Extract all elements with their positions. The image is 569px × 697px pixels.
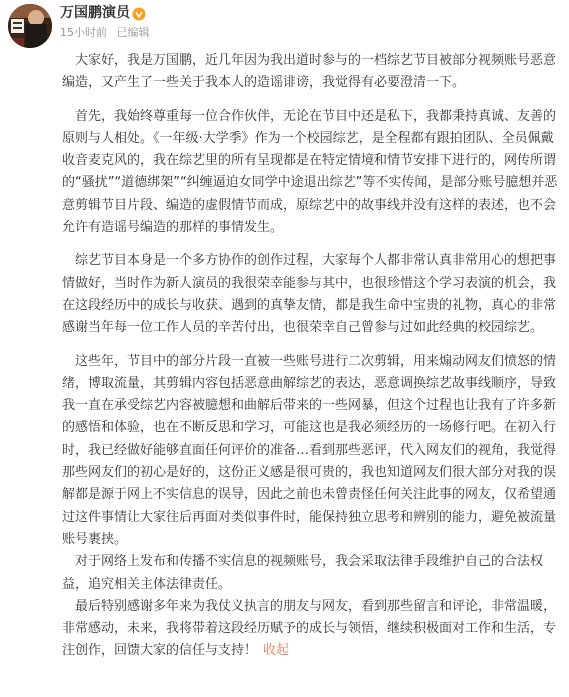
post-paragraph: 对于网络上发布和传播不实信息的视频账号，我会采取法律手段维护自己的合法权益，追究相关主体法律责任。 <box>62 554 544 592</box>
paragraph-spacer <box>62 340 562 351</box>
post-paragraph: 这些年，节目中的部分片段一直被一些账号进行二次剪辑，用来煽动网友们愤怒的情绪，博取流量，其剪辑内容包括恶意曲解综艺的表达，恶意调换综艺故事线顺序，导致我一直在承受综艺内容被臆想和曲解后带来的一些网暴，但这个过程也让我有了许多新的感悟和体验，也在不断反思和学习，可能这也是我必须经历的一场修行吧。在初入行时，我已经做好能够直面任何评价的准备…看到那些恶评，代入网友们的视角，我觉得那些网友们的初心是好的，这份正义感是很可贵的，我也知道网友们很大部分对我的误解都是源于网上不实信息的误导，因此之前也未曾责怪任何关注此事的网友，仅希望通过这件事情让大家往后再面对类似事件时，能保持独立思考和辨别的能力，避免被流量账号裹挟。 <box>62 353 557 547</box>
edited-status[interactable]: 已编辑 <box>116 26 150 39</box>
paragraph-spacer <box>62 95 562 106</box>
post-body <box>62 50 562 663</box>
post-header <box>0 0 569 48</box>
post-time[interactable]: 15小时前 <box>60 26 107 39</box>
author-name[interactable]: 万国鹏演员 <box>60 5 130 21</box>
post-paragraph-text: 最后特别感谢多年来为我仗义执言的朋友与网友，看到那些留言和评论，非常温暖，非常感动，未来，我将带着这段经历赋予的成长与领悟，继续积极面对工作和生活，专注创作，回馈大家的信任与支持！ <box>62 598 557 659</box>
post-paragraph: 大家好，我是万国鹏，近几年因为我出道时参与的一档综艺节目被部分视频账号恶意编造，又产生了一些关于我本人的造谣诽谤，我觉得有必要澄清一下。 <box>62 53 557 91</box>
post-meta <box>60 26 150 40</box>
collapse-button[interactable]: 收起 <box>263 643 290 659</box>
paragraph-spacer <box>62 239 562 250</box>
post-paragraph: 综艺节目本身是一个多方协作的创作过程，大家每个人都非常认真非常用心的想把事情做好，当时作为新人演员的我很荣幸能参与其中，也很珍惜这个学习表演的机会，我在这段经历中的成长与收获、遇到的真挚友情，都是我生命中宝贵的礼物，真心的非常感谢当年每一位工作人员的辛苦付出，也很荣幸自己曾参与过如此经典的校园综艺。 <box>62 253 557 336</box>
post-paragraph: 首先，我始终尊重每一位合作伙伴，无论在节目中还是私下，我都秉持真诚、友善的原则与人相处。《一年级·大学季》作为一个校园综艺，是全程都有跟拍团队、全员佩戴收音麦克风的，我在综艺里的所有呈现都是在特定情境和情节安排下进行的，网传所谓的“骚扰”“道德绑架”“纠缠逼迫女同学中途退出综艺”等不实传闻，是部分账号臆想并恶意剪辑节目片段、编造的虚假情节而成，原综艺中的故事线并没有这样的表述，也不会允许有造谣号编造的那样的事情发生。 <box>62 108 558 236</box>
verified-badge-icon <box>132 6 146 20</box>
post-paragraph-last <box>62 596 562 663</box>
avatar[interactable] <box>8 4 52 48</box>
